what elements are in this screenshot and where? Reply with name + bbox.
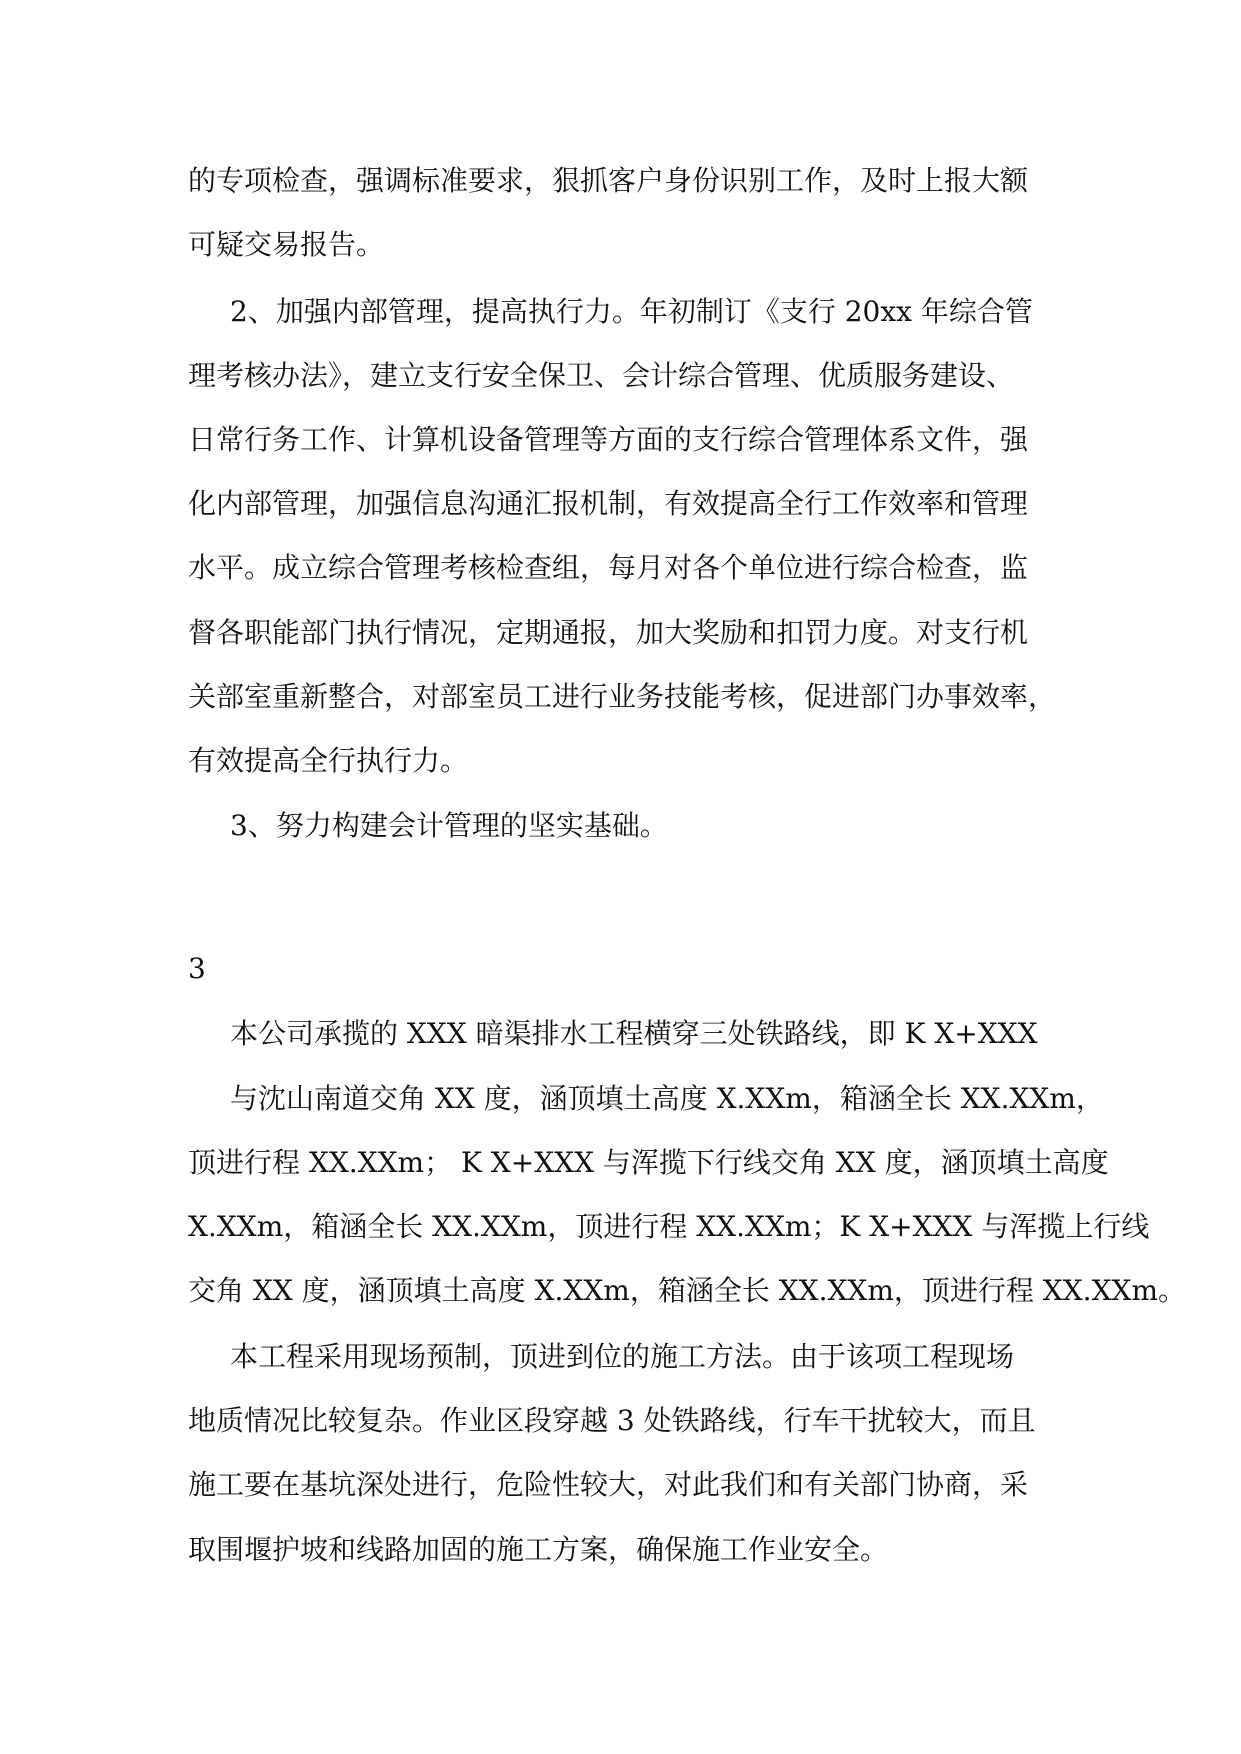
section-two-paragraph-3-line-1: 本工程采用现场预制，顶进到位的施工方法。由于该项工程现场	[230, 1340, 1015, 1373]
page-number: 3	[188, 952, 206, 985]
paragraph-2-line-7: 关部室重新整合，对部室员工进行业务技能考核，促进部门办事效率，	[188, 680, 1057, 713]
paragraph-2-line-4: 化内部管理，加强信息沟通汇报机制，有效提高全行工作效率和管理	[188, 487, 1029, 520]
section-two-paragraph-1-line-1: 本公司承揽的 XXX 暗渠排水工程横穿三处铁路线，即 K X+XXX	[230, 1017, 1038, 1050]
paragraph-1-line-1: 的专项检查，强调标准要求，狠抓客户身份识别工作，及时上报大额	[188, 164, 1029, 197]
section-two-paragraph-3-line-4: 取围堰护坡和线路加固的施工方案，确保施工作业安全。	[188, 1533, 889, 1566]
paragraph-2-line-5: 水平。成立综合管理考核检查组，每月对各个单位进行综合检查，监	[188, 551, 1029, 584]
section-two-paragraph-3-line-2: 地质情况比较复杂。作业区段穿越 3 处铁路线，行车干扰较大，而且	[188, 1404, 1036, 1437]
section-two-paragraph-2-line-4: 交角 XX 度，涵顶填土高度 X.XXm，箱涵全长 XX.XXm，顶进行程 XX.XXm。	[188, 1274, 1186, 1307]
paragraph-2-line-2: 理考核办法》，建立支行安全保卫、会计综合管理、优质服务建设、	[188, 359, 1015, 392]
paragraph-2-line-8: 有效提高全行执行力。	[188, 744, 469, 777]
section-two-paragraph-2-line-2: 顶进行程 XX.XXm； K X+XXX 与浑揽下行线交角 XX 度，涵顶填土高度	[188, 1146, 1109, 1179]
paragraph-1-line-2: 可疑交易报告。	[188, 228, 385, 261]
paragraph-2-line-1: 2、加强内部管理，提高执行力。年初制订《支行 20xx 年综合管	[230, 295, 1033, 328]
paragraph-3-line-1: 3、努力构建会计管理的坚实基础。	[230, 809, 668, 842]
paragraph-2-line-3: 日常行务工作、计算机设备管理等方面的支行综合管理体系文件，强	[188, 423, 1029, 456]
section-two-paragraph-2-line-1: 与沈山南道交角 XX 度，涵顶填土高度 X.XXm，箱涵全长 XX.XXm，	[230, 1082, 1104, 1115]
section-two-paragraph-3-line-3: 施工要在基坑深处进行，危险性较大，对此我们和有关部门协商，采	[188, 1468, 1029, 1501]
paragraph-2-line-6: 督各职能部门执行情况，定期通报，加大奖励和扣罚力度。对支行机	[188, 616, 1029, 649]
section-two-paragraph-2-line-3: X.XXm，箱涵全长 XX.XXm，顶进行程 XX.XXm；K X+XXX 与浑揽上行线	[188, 1210, 1150, 1243]
